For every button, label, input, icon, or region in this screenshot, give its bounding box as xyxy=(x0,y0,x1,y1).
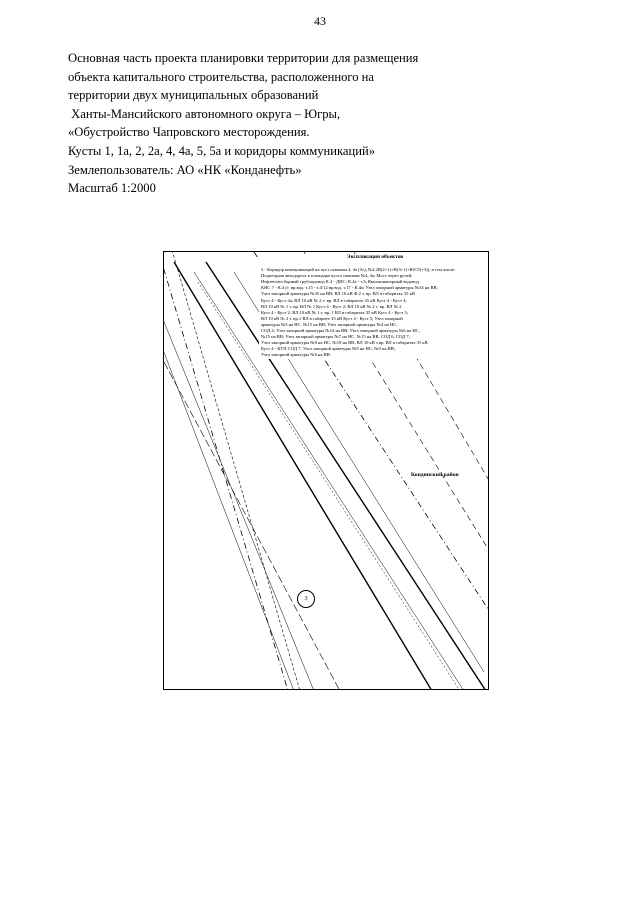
heading-line: объекта капитального строительства, расположенного на xyxy=(68,69,374,84)
legend-line: Куст 4 - Куст 4а; ВЛ 10 кВ № 2 т. вр. ВЛ в габаритах 35 кВ Куст 4 - Куст 4; xyxy=(261,297,407,303)
legend-block xyxy=(259,254,489,359)
district-label: Кондинский район xyxy=(411,472,459,478)
legend-line: Узел запорной арматуры №8 на НС, №19 на ВВ; ВЛ 10 кВ т.вр. ВЛ в габаритах 35 кВ xyxy=(261,340,428,346)
object-marker: 3 xyxy=(297,590,315,608)
legend-line: Узел запорной арматуры №35 на ВВ; ВЛ 10 кВ Ф.2 т. вр. ВЛ в габаритах 35 кВ xyxy=(261,291,415,297)
communication-line xyxy=(164,312,314,690)
heading-line: Ханты-Мансийского автономного округа – Югры, xyxy=(68,106,341,121)
legend-line: ВЛ 10 кВ № 1 т. вр. ВЛ № 1 Куст 4 - Куст 2; ВЛ 10 кВ № 2 т. вр. ВЛ № 2 xyxy=(261,303,402,309)
legend-line: СОД 4; Узел запорной арматуры №14 на ВВ; Узел запорной арматуры №6 на НС, xyxy=(261,328,420,334)
legend-line: Подъездная автодорога к площадке куста скважин №4, 4а; Мост через ручей; xyxy=(261,273,413,279)
heading-line: «Обустройство Чапровского месторождения. xyxy=(68,125,310,140)
planning-map xyxy=(163,251,489,690)
legend-body xyxy=(261,267,489,358)
legend-line: Куст 4 - КТП СОД 7; Узел запорной арматуры №9 на НС, №9 на ВВ; xyxy=(261,346,396,352)
legend-line: КНС 7 - К.4 (т. вр.вод. т.15 - т.4/12 вр.вод. т.17 - К.4а; Узел запорной арматуры №34 на ВВ; xyxy=(261,285,438,291)
heading-line: Кусты 1, 1а, 2, 2а, 4, 4а, 5, 5а и коридоры коммуникаций» xyxy=(68,143,376,158)
legend-line: Нефтегазосборный трубопровод К.4 - ДНС; К.4а - т.3; Высоконапорный водовод xyxy=(261,279,419,285)
legend-line: Узел запорной арматуры №6 на ВВ. xyxy=(261,352,331,358)
legend-line: №15 на ВВ; Узел запорной арматуры №7 на НС, №15 на ВВ, СОД 6, СОД 7; xyxy=(261,334,410,340)
legend-line: Куст 4 - Куст 2; ВЛ 10 кВ № 1 т. вр. 1 ВЛ в габаритах 35 кВ Куст 4 - Куст 5; xyxy=(261,309,409,315)
heading-line: территории двух муниципальных образований xyxy=(68,88,319,103)
legend-line: ВЛ 10 кВ № 2 т. вр.1 ВЛ в габарите 35 кВ Куст 4 - Куст 5; Узел запорной xyxy=(261,315,403,321)
heading-line: Основная часть проекта планировки территории для размещения xyxy=(68,51,419,65)
legend-title: Экспликация объектов xyxy=(346,254,404,260)
heading-line: Землепользователь: АО «НК «Конданефть» xyxy=(68,162,302,177)
communication-line xyxy=(164,342,294,690)
legend-line: арматуры №5 на НС, №15 на ВВ; Узел запорной арматуры №4 на НС, xyxy=(261,321,398,327)
heading-line: Масштаб 1:2000 xyxy=(68,181,156,196)
document-heading xyxy=(68,49,588,198)
legend-line: 3 - Коридор коммуникаций на куст скважин 4, 4а (А/д №2.2B(2+1)+B(3+1)+ЮС5(+3)), в том числе: xyxy=(261,267,456,273)
page-number: 43 xyxy=(314,14,326,28)
